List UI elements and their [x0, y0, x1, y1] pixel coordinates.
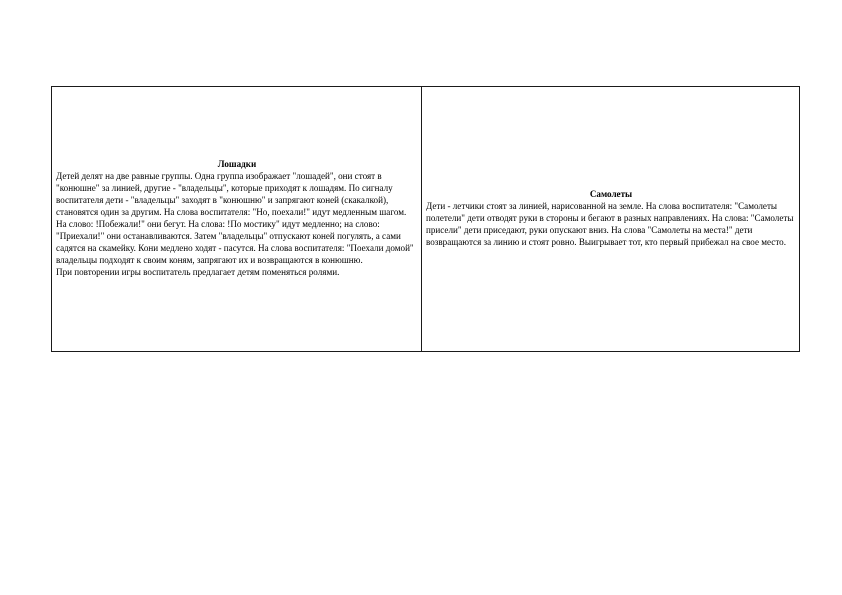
- card-content: [426, 189, 796, 249]
- cards-row: [52, 87, 800, 352]
- game-cards-table: [51, 86, 800, 352]
- card-paragraph: При повторении игры воспитатель предлагает детям поменяться ролями.: [56, 266, 340, 277]
- card-paragraph: Детей делят на две равные группы. Одна группа изображает "лошадей", они стоят в "конюшне" за линией, другие - "владельцы", которые приходят к лошадям. По сигналу воспитателя дети - "владельцы" заходят в "конюшню" и запрягают коней (скакалкой), становятся один за другим. На слова воспитателя: "Но, поехали!" идут медленным шагом. На слово: !Побежали!" они бегут. На слова: !По мостику" идут медленно; на слово: "Приехали!" они останавливаются. Затем "владельцы" отпускают коней погулять, а сами садятся на скамейку. Кони медлено ходят - пасутся. На слова воспитателя: "Поехали домой" владельцы подходят к своим коням, запрягают их и возвращаются в конюшню.: [56, 171, 414, 265]
- card-paragraph: Дети - летчики стоят за линией, нарисованной на земле. На слова воспитателя: "Самолеты полетели" дети отводят руки в стороны и бегают в разных направлениях. На слова: "Самолеты присели" дети приседают, руки опускают вниз. На слова "Самолеты на места!" дети возвращаются за линию и стоят ровно. Выигрывает тот, кто первый прибежал на свое место.: [426, 201, 794, 247]
- card-title: Лошадки: [217, 159, 257, 170]
- card-horses: [52, 87, 422, 352]
- card-airplanes: [422, 87, 800, 352]
- card-title: Самолеты: [589, 189, 633, 200]
- card-content: [56, 159, 418, 278]
